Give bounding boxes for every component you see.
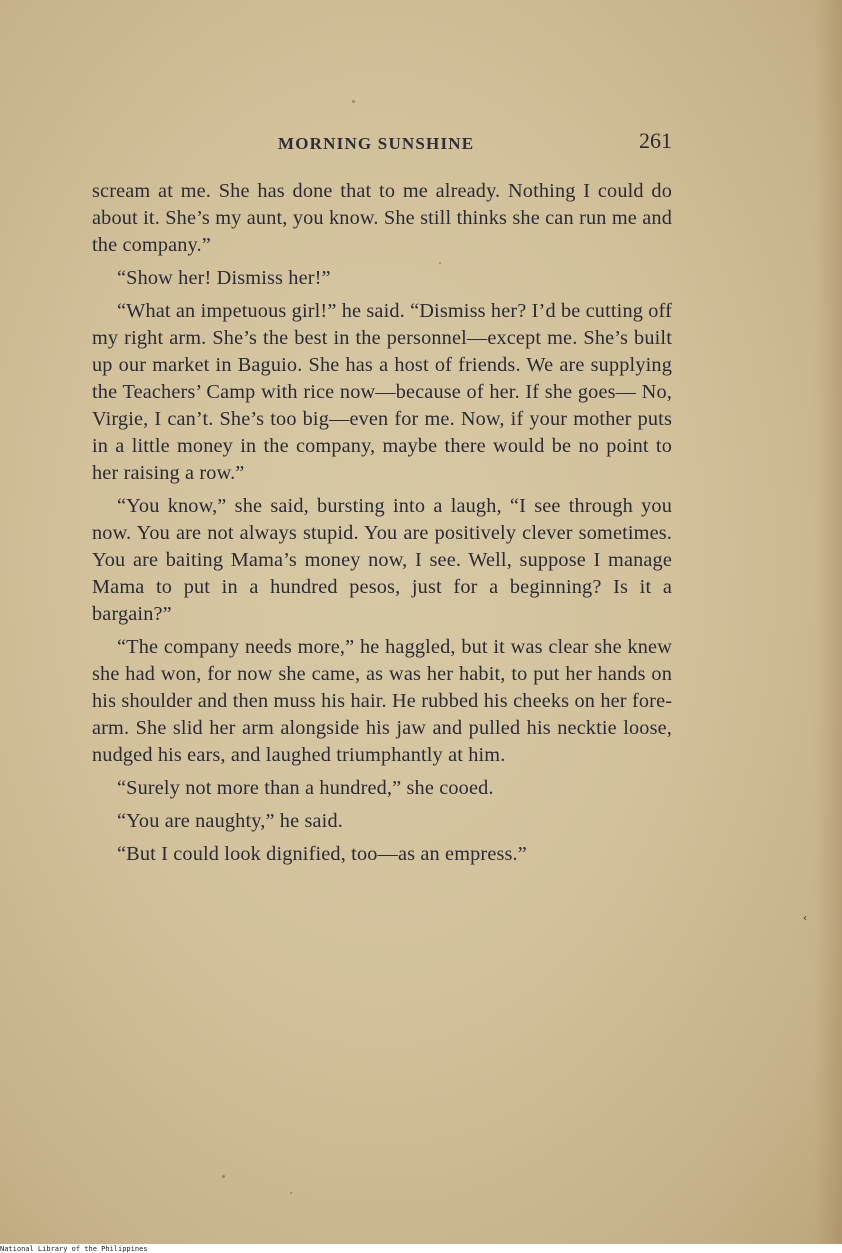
paragraph: “What an impetuous girl!” he said. “Dismiss her? I’d be cutting off my right arm. She’s the best in the personnel—except me. She’s built up our market in Baguio. She has a host of friends. We are supplying the Teachers’ Camp with rice now—because of her. If she goes— No, Virgie, I can’t. She’s too big—even for me. Now, if your mother puts in a little money in the company, maybe there would be no point to her raising a row.” [92, 300, 672, 484]
paragraph: “You are naughty,” he said. [117, 810, 343, 832]
paper-speck [290, 1192, 292, 1194]
paragraph: scream at me. She has done that to me already. Nothing I could do about it. She’s my aunt, you know. She still thinks she can run me and the company.” [92, 180, 672, 256]
paper-speck [352, 100, 355, 103]
running-header [92, 128, 672, 160]
running-title: MORNING SUNSHINE [278, 134, 475, 153]
page-edge-shadow [814, 0, 842, 1244]
paragraph: “Show her! Dismiss her!” [117, 267, 331, 289]
paragraph: “Surely not more than a hundred,” she cooed. [117, 777, 494, 799]
paper-speck [222, 1175, 225, 1178]
footer-credit: National Library of the Philippines [0, 1245, 148, 1253]
margin-mark: ‹ [803, 913, 807, 924]
page-number: 261 [639, 128, 672, 153]
paragraph: “But I could look dignified, too—as an empress.” [117, 843, 527, 865]
body-text [92, 178, 672, 874]
paragraph: “The company needs more,” he haggled, but it was clear she knew she had won, for now she came, as was her habit, to put her hands on his shoulder and then muss his hair. He rubbed his cheeks on her forearm. She slid her arm alongside his jaw and pulled his necktie loose, nudged his ears, and laughed triumphantly at him. [92, 636, 672, 766]
paragraph: “You know,” she said, bursting into a laugh, “I see through you now. You are not always stupid. You are positively clever sometimes. You are baiting Mama’s money now, I see. Well, suppose I manage Mama to put in a hundred pesos, just for a beginning? Is it a bargain?” [92, 495, 672, 625]
paper-speck [439, 262, 441, 264]
